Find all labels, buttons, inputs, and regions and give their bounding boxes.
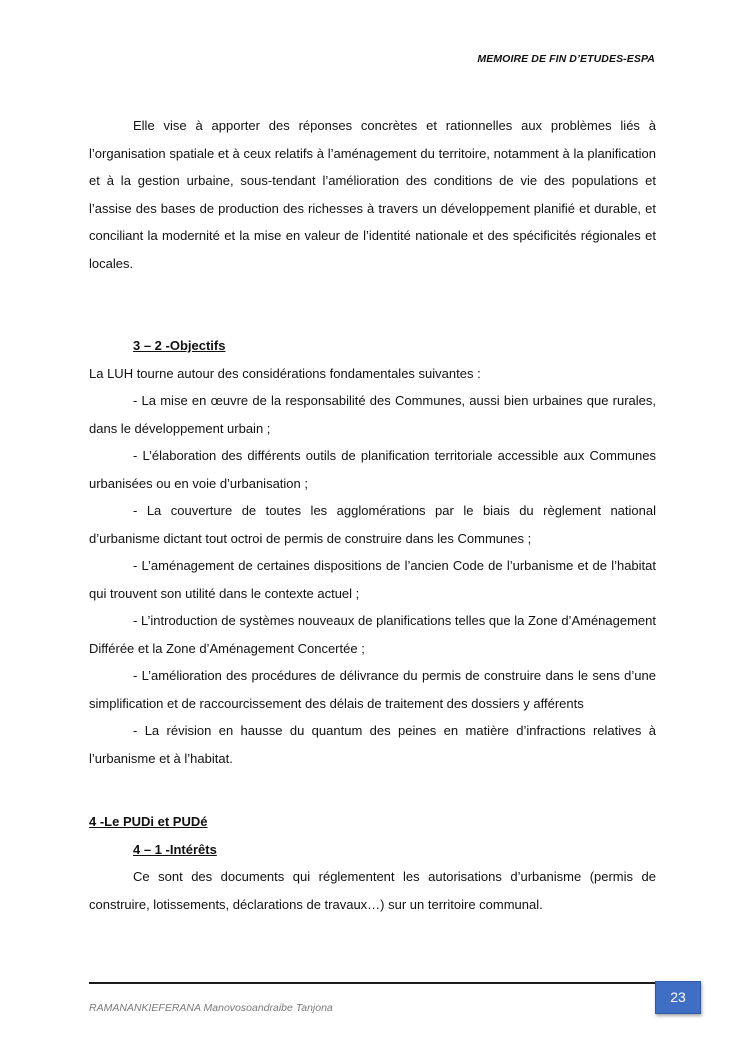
heading-pudi-text: 4 -Le PUDi et PUDé	[89, 814, 208, 829]
interets-paragraph: Ce sont des documents qui réglementent les autorisations d’urbanisme (permis de construire, lotissements, déclarations de travaux…) sur un territoire communal.	[89, 869, 656, 912]
heading-interets	[89, 836, 656, 864]
heading-objectifs-text: 3 – 2 -Objectifs	[133, 338, 226, 353]
intro-paragraph: Elle vise à apporter des réponses concrètes et rationnelles aux problèmes liés à l’organisation spatiale et à ceux relatifs à l’aménagement du territoire, notamment à la planification et à la gestion urbaine, sous-tendant l’amélioration des conditions de vie des populations et l’assise des bases de production des richesses à travers un développement planifié et durable, et conciliant la modernité et la mise en valeur de l’identité nationale et des spécificités régionales et locales.	[89, 118, 656, 271]
running-header: MEMOIRE DE FIN D’ETUDES-ESPA	[477, 53, 655, 65]
objectifs-lead: La LUH tourne autour des considérations fondamentales suivantes :	[89, 365, 481, 381]
page-number-badge: 23	[655, 981, 701, 1014]
heading-pudi	[89, 808, 656, 836]
objectif-item: - La couverture de toutes les agglomérations par le biais du règlement national d’urbanisme dictant tout octroi de permis de construire dans les Communes ;	[89, 503, 656, 546]
objectif-item: - La mise en œuvre de la responsabilité des Communes, aussi bien urbaines que rurales, dans le développement urbain ;	[89, 393, 656, 436]
spacer	[89, 772, 656, 808]
objectif-item: - L’introduction de systèmes nouveaux de planifications telles que la Zone d’Aménagement Différée et la Zone d’Aménagement Concertée ;	[89, 613, 656, 656]
footer-author: RAMANANKIEFERANA Manovosoandraibe Tanjona	[89, 1002, 333, 1014]
footer-divider	[89, 982, 655, 984]
objectif-item: - L’amélioration des procédures de délivrance du permis de construire dans le sens d’une simplification et de raccourcissement des délais de traitement des dossiers y afférents	[89, 668, 656, 711]
document-body	[89, 112, 656, 918]
heading-interets-text: 4 – 1 -Intérêts	[133, 841, 217, 857]
spacer	[89, 277, 656, 332]
objectif-item: - L’élaboration des différents outils de planification territoriale accessible aux Communes urbanisées ou en voie d’urbanisation ;	[89, 448, 656, 491]
objectif-item: - L’aménagement de certaines dispositions de l’ancien Code de l’urbanisme et de l’habitat qui trouvent son utilité dans le contexte actuel ;	[89, 558, 656, 601]
heading-objectifs	[89, 332, 656, 360]
objectif-item: - La révision en hausse du quantum des peines en matière d’infractions relatives à l’urbanisme et à l’habitat.	[89, 723, 656, 766]
